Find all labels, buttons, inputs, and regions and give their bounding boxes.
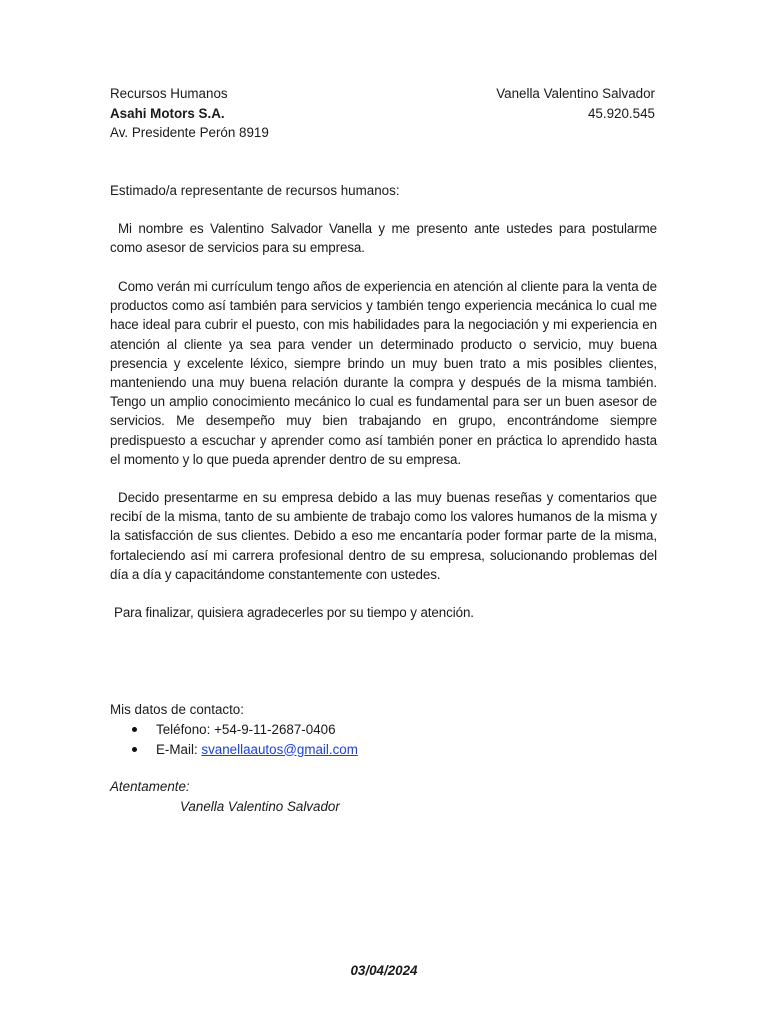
closing-salutation: Atentamente: (110, 779, 190, 794)
signature-name: Vanella Valentino Salvador (180, 798, 340, 814)
recipient-department: Recursos Humanos (110, 86, 228, 101)
letter-paragraph (110, 488, 657, 584)
paragraph-text: Como verán mi currículum tengo años de experiencia en atención al cliente para la venta de productos como así también para servicios y también tengo experiencia mecánica lo cual me hace ideal para cubrir el puesto, con mis habilidades para la negociación y mi experiencia en atención al cliente ya sea para vender un determinado producto o servicio, muy buena presencia y excelente léxico, siempre brindo un muy buen trato a mis posibles clientes, manteniendo una muy buena relación durante la compra y después de la misma también. Tengo un amplio conocimiento mecánico lo cual es fundamental para ser un buen asesor de servicios. Me desempeño muy bien trabajando en grupo, encontrándome siempre predispuesto a escuchar y aprender como así también poner en práctica lo aprendido hasta el momento y lo que pueda aprender dentro de su empresa. (110, 279, 657, 467)
bullet-icon (132, 747, 137, 752)
letter-paragraph (110, 277, 657, 469)
paragraph-text: Para finalizar, quisiera agradecerles por su tiempo y atención. (114, 605, 474, 620)
contact-phone: Teléfono: +54-9-11-2687-0406 (156, 721, 336, 737)
sender-block (355, 84, 655, 123)
letter-greeting: Estimado/a representante de recursos humanos: (110, 183, 400, 198)
closing-block (110, 777, 340, 816)
contact-heading: Mis datos de contacto: (110, 702, 244, 717)
contact-email-link[interactable]: svanellaautos@gmail.com (201, 741, 358, 757)
letter-paragraph (110, 603, 657, 622)
sender-name: Vanella Valentino Salvador (496, 86, 655, 101)
bullet-icon (132, 727, 137, 732)
sender-id-number: 45.920.545 (587, 105, 655, 121)
paragraph-text: Decido presentarme en su empresa debido a las muy buenas reseñas y comentarios que recibí de la misma, tanto de su ambiente de trabajo como los valores humanos de la misma y la satisfacción de sus clientes. Debido a eso me encantaría poder formar parte de la misma, fortaleciendo así mi carrera profesional dentro de su empresa, solucionando problemas del día a día y capacitándome constantemente con ustedes. (110, 490, 657, 582)
recipient-company: Asahi Motors S.A. (110, 105, 225, 121)
contact-section (110, 700, 657, 760)
recipient-address: Av. Presidente Perón 8919 (110, 125, 269, 140)
contact-phone-item (110, 720, 657, 740)
contact-email-label: E-Mail: (156, 741, 202, 757)
contact-list (110, 720, 657, 760)
contact-email-item (110, 740, 657, 760)
paragraph-text: Mi nombre es Valentino Salvador Vanella y me presento ante ustedes para postularme como asesor de servicios para su empresa. (110, 221, 657, 256)
letter-paragraph (110, 219, 657, 257)
letter-date: 03/04/2024 (350, 963, 418, 978)
